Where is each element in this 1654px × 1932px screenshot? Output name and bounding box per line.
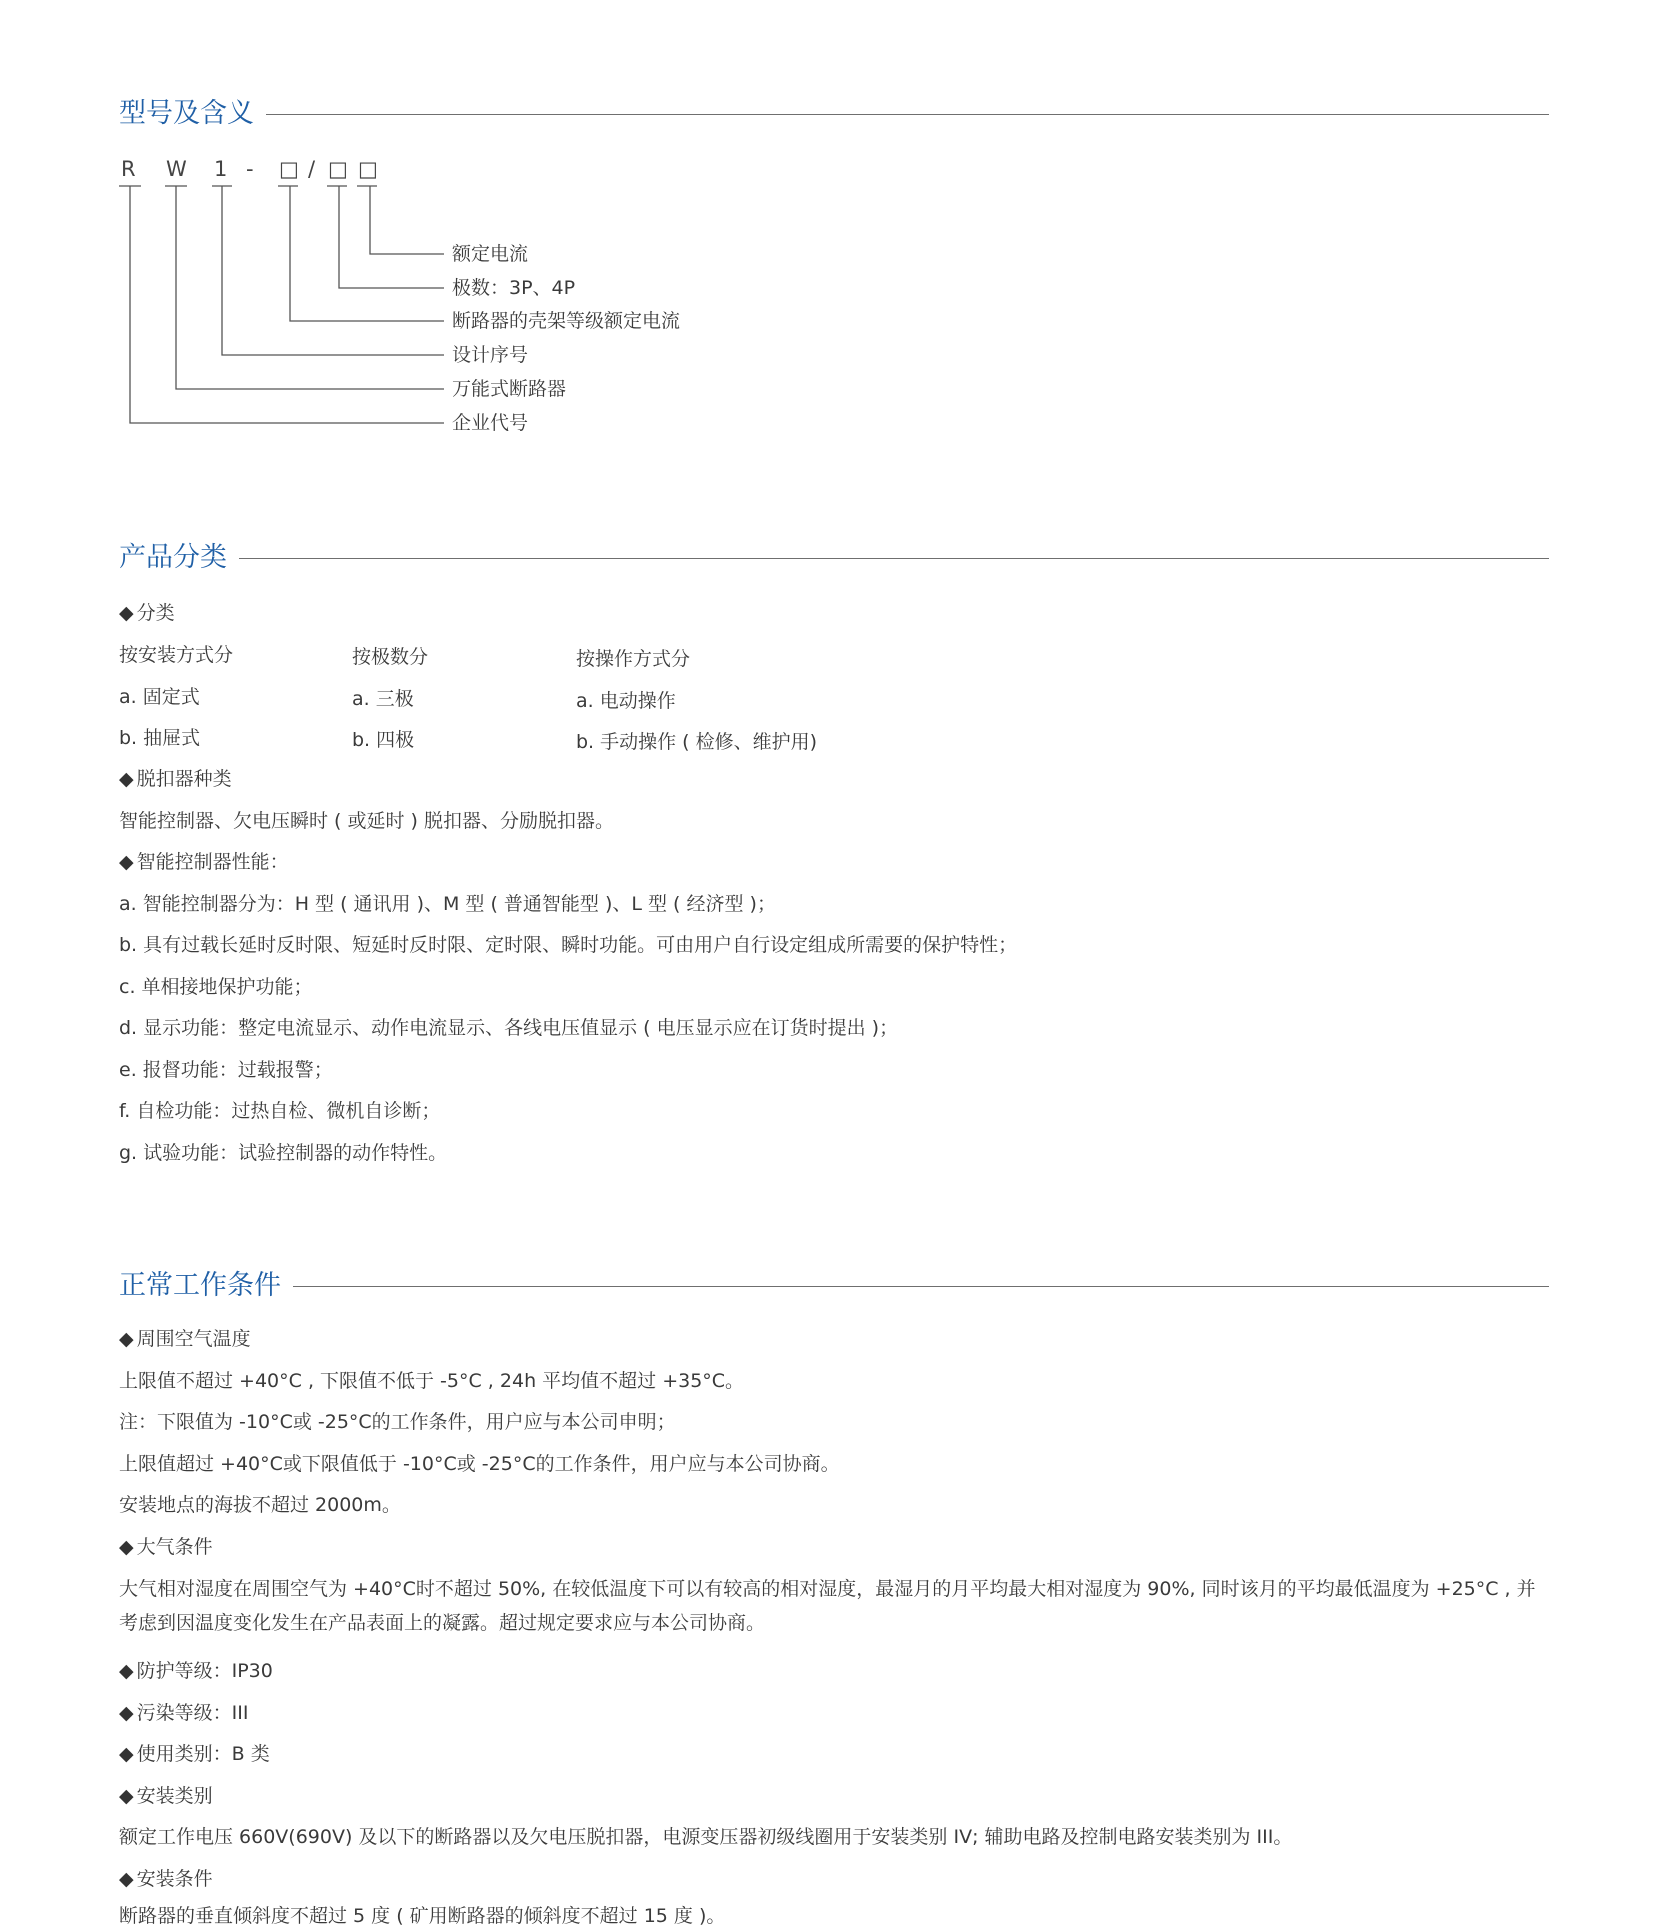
temperature-line: 注：下限值为 -10°C或 -25°C的工作条件，用户应与本公司申明； — [119, 1411, 676, 1433]
controller-item: e. 报督功能：过载报警； — [119, 1059, 333, 1081]
altitude-line: 安装地点的海拔不超过 2000m。 — [119, 1494, 401, 1516]
label-design-number: 设计序号 — [452, 344, 529, 366]
code-char-r: R — [121, 157, 136, 181]
pollution-grade: ◆ 污染等级：III — [119, 1699, 248, 1727]
install-condition-heading: ◆ 安装条件 — [119, 1865, 213, 1893]
code-char-slash: / — [308, 157, 316, 181]
label-poles: 极数：3P、4P — [452, 277, 576, 299]
controller-item: f. 自检功能：过热自检、微机自诊断； — [119, 1100, 441, 1122]
class-col-operation-header: 按操作方式分 — [576, 648, 691, 670]
label-frame-current: 断路器的壳架等级额定电流 — [452, 310, 681, 332]
class-item: b. 抽屉式 — [119, 727, 201, 749]
controller-item: a. 智能控制器分为：H 型 ( 通讯用 )、M 型 ( 普通智能型 )、L 型 ( 经济型 )； — [119, 893, 776, 915]
release-heading: ◆ 脱扣器种类 — [119, 765, 232, 793]
code-char-box-3: □ — [358, 157, 378, 181]
controller-item: g. 试验功能：试验控制器的动作特性。 — [119, 1142, 448, 1164]
class-item: a. 三极 — [352, 688, 414, 710]
class-item: b. 四极 — [352, 729, 415, 751]
section-title: 型号及含义 — [119, 94, 266, 134]
code-char-w: W — [166, 157, 187, 181]
code-char-box-1: □ — [279, 157, 299, 181]
class-col-poles-header: 按极数分 — [352, 646, 429, 668]
code-char-box-2: □ — [328, 157, 348, 181]
section-title: 正常工作条件 — [119, 1266, 293, 1306]
code-char-1: 1 — [214, 157, 228, 181]
section-rule — [119, 558, 1549, 559]
model-code-diagram — [0, 0, 700, 440]
release-text: 智能控制器、欠电压瞬时 ( 或延时 ) 脱扣器、分励脱扣器。 — [119, 810, 614, 832]
label-company-code: 企业代号 — [452, 412, 529, 434]
class-item: a. 电动操作 — [576, 690, 676, 712]
controller-item: b. 具有过载长延时反时限、短延时反时限、定时限、瞬时功能。可由用户自行设定组成所需要的保护特性； — [119, 934, 1018, 956]
class-col-install-header: 按安装方式分 — [119, 644, 234, 666]
install-category-text: 额定工作电压 660V(690V) 及以下的断路器以及欠电压脱扣器，电源变压器初级线圈用于安装类别 IV; 辅助电路及控制电路安装类别为 III。 — [119, 1826, 1293, 1848]
atmosphere-heading: ◆ 大气条件 — [119, 1533, 213, 1561]
atmosphere-text: 大气相对湿度在周围空气为 +40°C时不超过 50%, 在较低温度下可以有较高的相对湿度，最湿月的月平均最大相对湿度为 90%, 同时该月的平均最低温度为 +25°C , 并考虑到因温度变化发生在产品表面上的凝露。超过规定要求应与本公司协商。 — [119, 1578, 1536, 1634]
protection-grade: ◆ 防护等级：IP30 — [119, 1657, 273, 1685]
section-header-conditions — [119, 1266, 1549, 1306]
section-rule — [119, 1286, 1549, 1287]
classification-heading: ◆ 分类 — [119, 599, 175, 627]
utilization-category: ◆ 使用类别：B 类 — [119, 1740, 270, 1768]
class-item: a. 固定式 — [119, 686, 200, 708]
temperature-heading: ◆ 周围空气温度 — [119, 1325, 251, 1353]
install-category-heading: ◆ 安装类别 — [119, 1782, 213, 1810]
controller-heading: ◆ 智能控制器性能： — [119, 848, 289, 876]
code-char-dash: - — [246, 157, 254, 181]
section-title: 产品分类 — [119, 538, 239, 578]
controller-item: d. 显示功能：整定电流显示、动作电流显示、各线电压值显示 ( 电压显示应在订货时提出 )； — [119, 1017, 899, 1039]
label-breaker-type: 万能式断路器 — [452, 378, 567, 400]
controller-item: c. 单相接地保护功能； — [119, 976, 313, 998]
section-header-classification — [119, 538, 1549, 578]
class-item: b. 手动操作 ( 检修、维护用) — [576, 731, 818, 753]
temperature-line: 上限值不超过 +40°C , 下限值不低于 -5°C , 24h 平均值不超过 +35°C。 — [119, 1370, 745, 1392]
label-rated-current: 额定电流 — [452, 243, 529, 265]
install-condition-text: 断路器的垂直倾斜度不超过 5 度 ( 矿用断路器的倾斜度不超过 15 度 )。 — [119, 1905, 726, 1927]
temperature-line: 上限值超过 +40°C或下限值低于 -10°C或 -25°C的工作条件，用户应与本公司协商。 — [119, 1453, 840, 1475]
